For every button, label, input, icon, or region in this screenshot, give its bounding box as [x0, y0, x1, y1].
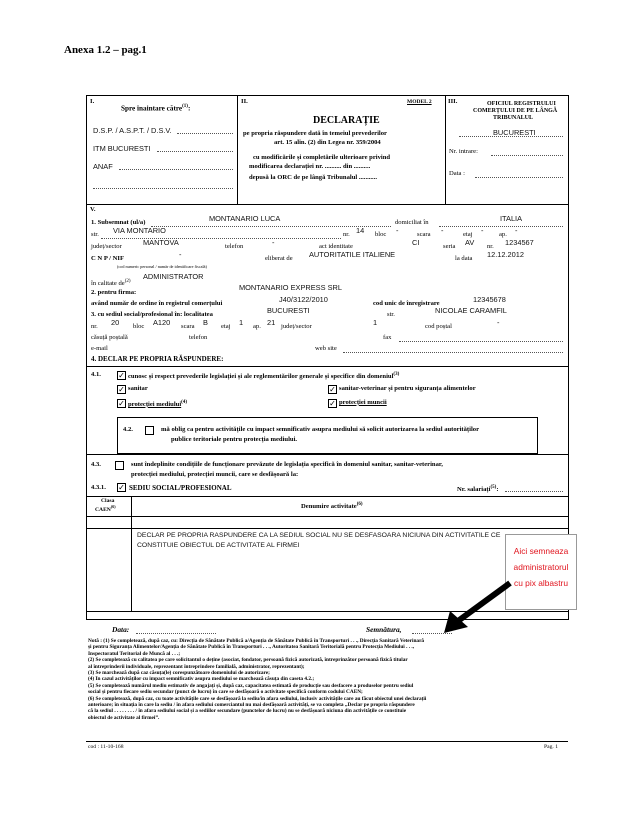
cod-postal-value: -: [497, 318, 500, 327]
notes: [88, 638, 568, 721]
street2-value: NICOLAE CARAMFIL: [435, 306, 507, 315]
cod-postal-label: cod poștal: [425, 323, 452, 330]
checkbox-sanitar[interactable]: ✓: [118, 385, 125, 394]
section-1-number: I.: [90, 98, 95, 105]
scara2-value: B: [203, 318, 208, 327]
signature-callout: [505, 534, 577, 610]
declaration-subtitle-4: modificarea declarației nr. .......... din ..........: [249, 163, 371, 170]
declaration-text-2: CONSTITUIE OBIECTUL DE ACTIVITATE AL FIRMEI: [137, 542, 300, 549]
checkbox-protectia-muncii[interactable]: ✓: [329, 399, 336, 408]
street-value: VIA MONTARIO: [113, 226, 166, 235]
declar-heading: 4. DECLAR PE PROPRIA RĂSPUNDERE:: [91, 355, 224, 363]
note-line: (5) Se completează numărul mediu estimativ de angajați și, după caz, capacitatea estimată de producție sau desfacere a produselor pentru sediul: [88, 682, 414, 689]
subsemnat-label: 1. Subsemnat (ul/a): [91, 219, 146, 226]
email-label: e-mail: [91, 345, 108, 352]
scara-value: -: [441, 226, 444, 235]
scara2-label: scara: [181, 323, 195, 330]
arrow-icon: [430, 575, 515, 645]
model-label: MODEL 2: [407, 99, 432, 105]
telefon2-label: telefon: [189, 334, 208, 341]
registry-office-2: COMERȚULUI DE PE LÂNGĂ: [473, 108, 558, 114]
nr-value: 14: [356, 226, 365, 235]
declaration-title: DECLARAȚIE: [313, 115, 380, 126]
item-4-1-text: cunosc și respect prevederile legislației și ale reglementărilor generale și specifice din domeniul$^{(3)}$: [128, 372, 400, 381]
note-line: (2) Se completează cu calitatea pe care solicitantul o deține (asociat, fondator, persoană fizică autorizată, întreprinzător persoană fizică titular: [88, 657, 408, 664]
la-data-label: la data: [455, 255, 473, 262]
etaj-value: -: [481, 226, 484, 235]
recipient-anaf: ANAF: [93, 162, 113, 171]
declaration-subtitle-1: pe propria răspundere dată în temeiul prevederilor: [243, 130, 387, 137]
recipient-itm: ITM BUCURESTI: [93, 144, 151, 153]
seria-label: seria: [443, 243, 456, 250]
web-label: web site: [315, 345, 337, 352]
salariati-label: Nr. salariați$^{(5)}$:: [457, 485, 499, 494]
nr-label: nr.: [343, 231, 350, 238]
domiciliat-label: domiciliat în: [395, 219, 429, 226]
activity-header: Denumire activitate$^{(6)}$: [301, 502, 363, 511]
note-line: și pentru Siguranța Alimentelor/Agenția de Sănătate Publică în Transporturi . . ., Autoritatea Sanitară Teritorială pentru Protecția Mediului . . .,: [88, 644, 415, 651]
bloc-value: -: [396, 226, 399, 235]
judet2-label: județ/sector: [281, 323, 312, 330]
calitate-value: ADMINISTRATOR: [143, 272, 204, 281]
item-4-3-number: 4.3.: [91, 461, 101, 468]
page-number: Pag. 1: [544, 744, 558, 750]
document-code: cod : 11-10-168: [88, 744, 124, 750]
sediu-social-label: SEDIU SOCIAL/PROFESIONAL: [129, 484, 232, 492]
item-4-3-text-1: sunt îndeplinite condițiile de funcționare prevăzute de legislația specifică în domeniul sanitar, sanitar-veterinar,: [131, 461, 443, 468]
declaration-subtitle-3: cu modificările și completările ulterioare privind: [253, 154, 391, 161]
subsemnat-name: MONTANARIO LUCA: [209, 214, 281, 223]
bloc-label: bloc: [375, 231, 387, 238]
note-line: Inspectoratul Teritorial de Muncă al . . .;: [88, 650, 181, 657]
note-line: (3) Se marchează după caz căsuța(le) corespunzătoare domeniului de autorizare;: [88, 670, 270, 677]
etaj-label: etaj: [463, 231, 473, 238]
signature-label: Semnătura,: [366, 625, 402, 634]
callout-line: administratorul: [513, 562, 569, 572]
registru-value: J40/3122/2010: [279, 295, 328, 304]
option-sanitar-veterinar: sanitar-veterinar și pentru siguranța alimentelor: [339, 385, 476, 392]
entry-number-label: Nr. intrare:: [449, 148, 478, 155]
recipient-dsp: D.S.P. / A.S.P.T. / D.S.V.: [93, 126, 172, 135]
judet-label: județ/sector: [91, 243, 122, 250]
section-5-number: V.: [90, 206, 96, 213]
tribunal-value: BUCURESTI: [493, 128, 536, 137]
note-line: (6) Se completează, după caz, cu toate activitățile care se desfășoară la sediu/în afara sediului, inclusiv activitățile care au făcut obiectul unei declarații: [88, 695, 427, 702]
domiciliu-country: ITALIA: [500, 214, 523, 223]
registry-office-3: TRIBUNALUL: [493, 115, 534, 121]
nr2-label: nr.: [487, 243, 494, 250]
registry-office-1: OFICIUL REGISTRULUI: [487, 101, 556, 107]
cnp-value: -: [179, 250, 182, 259]
etaj2-value: 1: [239, 318, 244, 327]
option-sanitar: sanitar: [128, 385, 148, 392]
registru-label: având număr de ordine în registrul comerțului: [91, 300, 223, 307]
checkbox-4-2[interactable]: [145, 426, 154, 435]
sediu-label: 3. cu sediul social/profesional în: localitatea: [91, 311, 213, 318]
section-2-number: II.: [241, 98, 248, 105]
cnp-note: (cod numeric personal / număr de identificare fiscală): [117, 264, 207, 269]
note-line: anterioare; în situația în care la sediu / în afara sediului comerciantul nu mai desfășoară activități, se va completa „Declar pe propria răspundere: [88, 702, 415, 709]
item-4-2-number: 4.2.: [123, 426, 133, 433]
calitate-label: în calitate $de^{(2)}$: [91, 279, 131, 288]
option-protectia-muncii: protecției muncii: [339, 399, 387, 406]
declaration-form: [86, 95, 569, 620]
caen-header-2: CAEN$^{(6)}$: [95, 504, 116, 513]
bloc2-label: bloc: [133, 323, 145, 330]
note-line: social și pentru fiecare sediu secundar (punct de lucru) în care se desfășoară o activitate specifică conform codului CAEN;: [88, 689, 363, 696]
declaration-text-1: DECLAR PE PROPRIA RASPUNDERE CA LA SEDIUL SOCIAL NU SE DESFASOARA NICIUNA DIN ACTIVITATILE CE: [137, 532, 501, 539]
note-line: obiectul de activitate al firmei”.: [88, 714, 160, 721]
ap2-label: ap.: [253, 323, 261, 330]
callout-line: Aici semneaza: [513, 546, 569, 556]
cui-label: cod unic de înregistrare: [373, 300, 440, 307]
fax-label: fax: [383, 334, 392, 341]
checkbox-sediu-social[interactable]: ✓: [118, 483, 125, 492]
note-line: al întreprinderii individuale, reprezentant întreprindere familială, administrator, reprezentant);: [88, 663, 305, 670]
act-value: CI: [412, 238, 420, 247]
cnp-label: C N P / NIF: [91, 255, 124, 262]
cui-value: 12345678: [473, 295, 506, 304]
checkbox-sanitar-veterinar[interactable]: ✓: [329, 385, 336, 394]
nr2-value: 1234567: [505, 238, 534, 247]
note-line: Notă : (1) Se completează, după caz, cu: Direcția de Sănătate Publică a/Agenția de Sănătate Publică în Transporturi . . ., Direcția Sanitară Veterinară: [88, 638, 425, 644]
act-label: act identitate: [319, 243, 353, 250]
ap-value: -: [515, 226, 518, 235]
item-4-2-text-2: publice teritoriale pentru protecția mediului.: [171, 436, 298, 443]
item-4-1-number: 4.1.: [91, 371, 101, 378]
eliberat-label: eliberat de: [265, 255, 293, 262]
note-line: că la sediul . . . . . . . . / în afara sediului social și a sediilor secundare (punctelor de lucru) nu se desfășoară niciuna din activitățile ce constituie: [88, 708, 407, 715]
la-data-value: 12.12.2012: [487, 250, 524, 259]
checkbox-4-1[interactable]: ✓: [118, 371, 125, 380]
firma-label: 2. pentru firma:: [91, 289, 137, 296]
etaj2-label: etaj: [221, 323, 231, 330]
casuta-label: căsuță poștală: [91, 334, 128, 341]
street-label: str.: [91, 231, 99, 238]
section-3-number: III.: [448, 98, 458, 105]
nr3-label: nr.: [91, 323, 98, 330]
section-1-title: Spre înaintare către$^{(1)}$:: [121, 104, 191, 113]
seria-value: AV: [465, 238, 475, 247]
item-4-3-1-number: 4.3.1.: [91, 484, 106, 491]
note-line: (4) În cazul activităților cu impact semnificativ asupra mediului se marchează căsuța din caseta 4.2.;: [88, 676, 315, 683]
checkbox-4-3[interactable]: [115, 461, 124, 470]
ap-label: ap.: [499, 231, 507, 238]
entry-date-label: Data :: [449, 170, 465, 177]
bloc2-value: A120: [153, 318, 171, 327]
caen-header-1: Clasa: [101, 498, 115, 504]
checkbox-protectia-mediului[interactable]: ✓: [118, 399, 125, 408]
declaration-subtitle-2: art. 15 alin. (2) din Legea nr. 359/2004: [274, 139, 381, 146]
option-protectia-mediului: protecției mediului$^{(4)}$: [128, 400, 188, 409]
telefon-label: telefon: [225, 243, 244, 250]
ap2-value: 21: [267, 318, 276, 327]
item-4-3-text-2: protecției mediului, protecției muncii, care se desfășoară la:: [131, 471, 299, 478]
judet-value: MANTOVA: [143, 238, 179, 247]
declaration-subtitle-5: depusă la ORC de pe lângă Tribunalul ...........: [249, 174, 377, 181]
firma-value: MONTANARIO EXPRESS SRL: [239, 283, 342, 292]
telefon-value: -: [272, 238, 275, 247]
judet2-value: 1: [373, 318, 378, 327]
page-header: Anexa 1.2 – pag.1: [64, 44, 147, 56]
date-label: Data:: [112, 625, 130, 634]
callout-line: cu pix albastru: [514, 578, 568, 588]
nr3-value: 20: [111, 318, 120, 327]
street2-label: str.: [387, 311, 395, 318]
item-4-2-text-1: mă oblig ca pentru activitățile cu impact semnificativ asupra mediului să solicit autorizarea la sediul autorităților: [161, 426, 480, 433]
localitate-value: BUCURESTI: [267, 306, 310, 315]
eliberat-value: AUTORITATILE ITALIENE: [309, 250, 396, 259]
scara-label: scara: [417, 231, 431, 238]
